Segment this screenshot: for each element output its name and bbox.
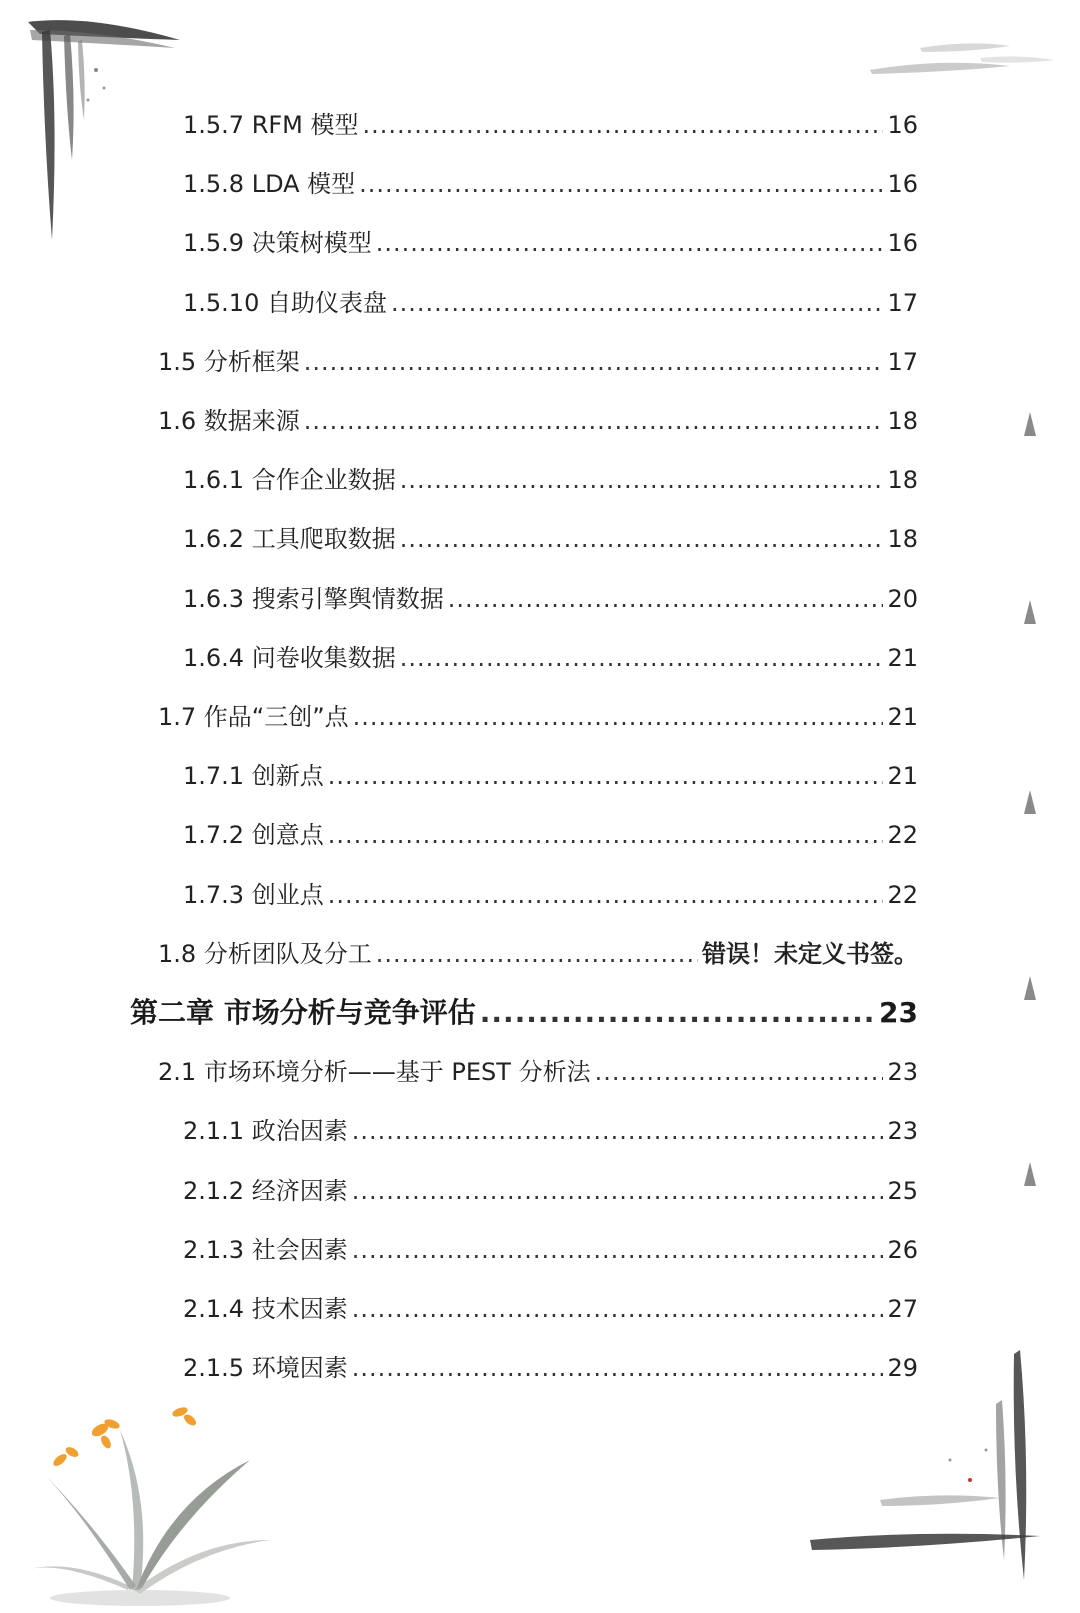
toc-entry[interactable]	[183, 1111, 918, 1151]
toc-dot-leader	[363, 105, 884, 145]
toc-entry-page-number: 20	[887, 585, 918, 613]
toc-entry-page-number: 17	[887, 348, 918, 376]
toc-entry-label: 1.7.2 创意点	[183, 821, 324, 849]
toc-entry-label: 1.7.3 创业点	[183, 881, 324, 909]
toc-entry[interactable]	[183, 105, 918, 145]
toc-entry-label: 1.5.10 自助仪表盘	[183, 289, 387, 317]
toc-dot-leader	[391, 283, 883, 323]
toc-entry-label: 1.5.9 决策树模型	[183, 229, 372, 257]
toc-entry-page-number: 23	[887, 1058, 918, 1086]
toc-entry-page-number: 26	[887, 1236, 918, 1264]
toc-entry-page-number: 22	[887, 881, 918, 909]
toc-entry[interactable]	[158, 401, 918, 441]
toc-entry[interactable]	[183, 815, 918, 855]
toc-entry-page-number: 18	[887, 466, 918, 494]
toc-entry[interactable]	[183, 283, 918, 323]
toc-entry-label: 2.1 市场环境分析——基于 PEST 分析法	[158, 1058, 591, 1086]
toc-entry-page-number: 16	[887, 170, 918, 198]
toc-entry-label: 1.6.1 合作企业数据	[183, 466, 396, 494]
toc-entry-page-number: 27	[887, 1295, 918, 1323]
toc-entry[interactable]	[183, 638, 918, 678]
toc-entry-label: 2.1.3 社会因素	[183, 1236, 348, 1264]
toc-entry-page-number: 21	[887, 762, 918, 790]
toc-entry[interactable]	[158, 934, 918, 974]
toc-entry-page-number: 25	[887, 1177, 918, 1205]
toc-dot-leader	[400, 519, 884, 559]
toc-entry[interactable]	[130, 993, 918, 1033]
toc-dot-leader	[400, 638, 884, 678]
toc-entry-label: 1.5 分析框架	[158, 348, 300, 376]
toc-dot-leader	[595, 1052, 884, 1092]
toc-entry-label: 1.5.8 LDA 模型	[183, 170, 356, 198]
toc-entry-page-number: 23	[887, 1117, 918, 1145]
toc-dot-leader	[353, 697, 884, 737]
toc-entry-page-number: 21	[887, 703, 918, 731]
toc-dot-leader	[304, 342, 884, 382]
toc-entry-label: 1.7 作品“三创”点	[158, 703, 349, 731]
toc-entry-label: 1.5.7 RFM 模型	[183, 111, 359, 139]
toc-entry-label: 1.6 数据来源	[158, 407, 300, 435]
toc-dot-leader	[448, 579, 884, 619]
toc-dot-leader	[352, 1171, 884, 1211]
toc-entry[interactable]	[183, 1289, 918, 1329]
toc-entry-label: 2.1.1 政治因素	[183, 1117, 348, 1145]
toc-entry-page-number: 22	[887, 821, 918, 849]
toc-dot-leader	[352, 1111, 884, 1151]
toc-entry-label: 1.8 分析团队及分工	[158, 940, 372, 968]
toc-dot-leader	[376, 223, 884, 263]
toc-entry-label: 1.6.4 问卷收集数据	[183, 644, 396, 672]
toc-entry-label: 2.1.4 技术因素	[183, 1295, 348, 1323]
toc-entry[interactable]	[183, 223, 918, 263]
toc-dot-leader	[359, 164, 883, 204]
toc-dot-leader	[352, 1348, 884, 1388]
toc-entry-label: 1.6.2 工具爬取数据	[183, 525, 396, 553]
toc-entry-page-number: 16	[887, 229, 918, 257]
toc-entry[interactable]	[183, 519, 918, 559]
toc-dot-leader	[328, 756, 884, 796]
toc-entry-page-number: 21	[887, 644, 918, 672]
toc-entry[interactable]	[183, 1348, 918, 1388]
toc-entry-page-number: 18	[887, 525, 918, 553]
toc-dot-leader	[400, 460, 884, 500]
toc-entry[interactable]	[183, 460, 918, 500]
toc-entry-label: 1.6.3 搜索引擎舆情数据	[183, 585, 444, 613]
toc-dot-leader	[480, 993, 875, 1033]
toc-dot-leader	[304, 401, 884, 441]
toc-entry-label: 2.1.2 经济因素	[183, 1177, 348, 1205]
toc-entry[interactable]	[158, 1052, 918, 1092]
toc-dot-leader	[328, 875, 884, 915]
toc-entry[interactable]	[183, 1230, 918, 1270]
toc-entry-page-number: 错误！未定义书签。	[702, 940, 918, 968]
toc-dot-leader	[328, 815, 884, 855]
toc-entry[interactable]	[158, 342, 918, 382]
toc-entry-page-number: 17	[887, 289, 918, 317]
toc-entry[interactable]	[183, 579, 918, 619]
toc-entry-page-number: 18	[887, 407, 918, 435]
toc-dot-leader	[352, 1289, 884, 1329]
toc-entry-page-number: 29	[887, 1354, 918, 1382]
toc-dot-leader	[352, 1230, 884, 1270]
toc-entry-label: 第二章 市场分析与竞争评估	[130, 996, 476, 1029]
toc-entry-page-number: 23	[879, 996, 918, 1029]
toc-entry[interactable]	[183, 756, 918, 796]
toc-entry[interactable]	[158, 697, 918, 737]
toc-entry-label: 1.7.1 创新点	[183, 762, 324, 790]
toc-entry-label: 2.1.5 环境因素	[183, 1354, 348, 1382]
toc-dot-leader	[376, 934, 698, 974]
toc-entry[interactable]	[183, 875, 918, 915]
toc-entry[interactable]	[183, 1171, 918, 1211]
toc-entry-page-number: 16	[887, 111, 918, 139]
toc-entry[interactable]	[183, 164, 918, 204]
